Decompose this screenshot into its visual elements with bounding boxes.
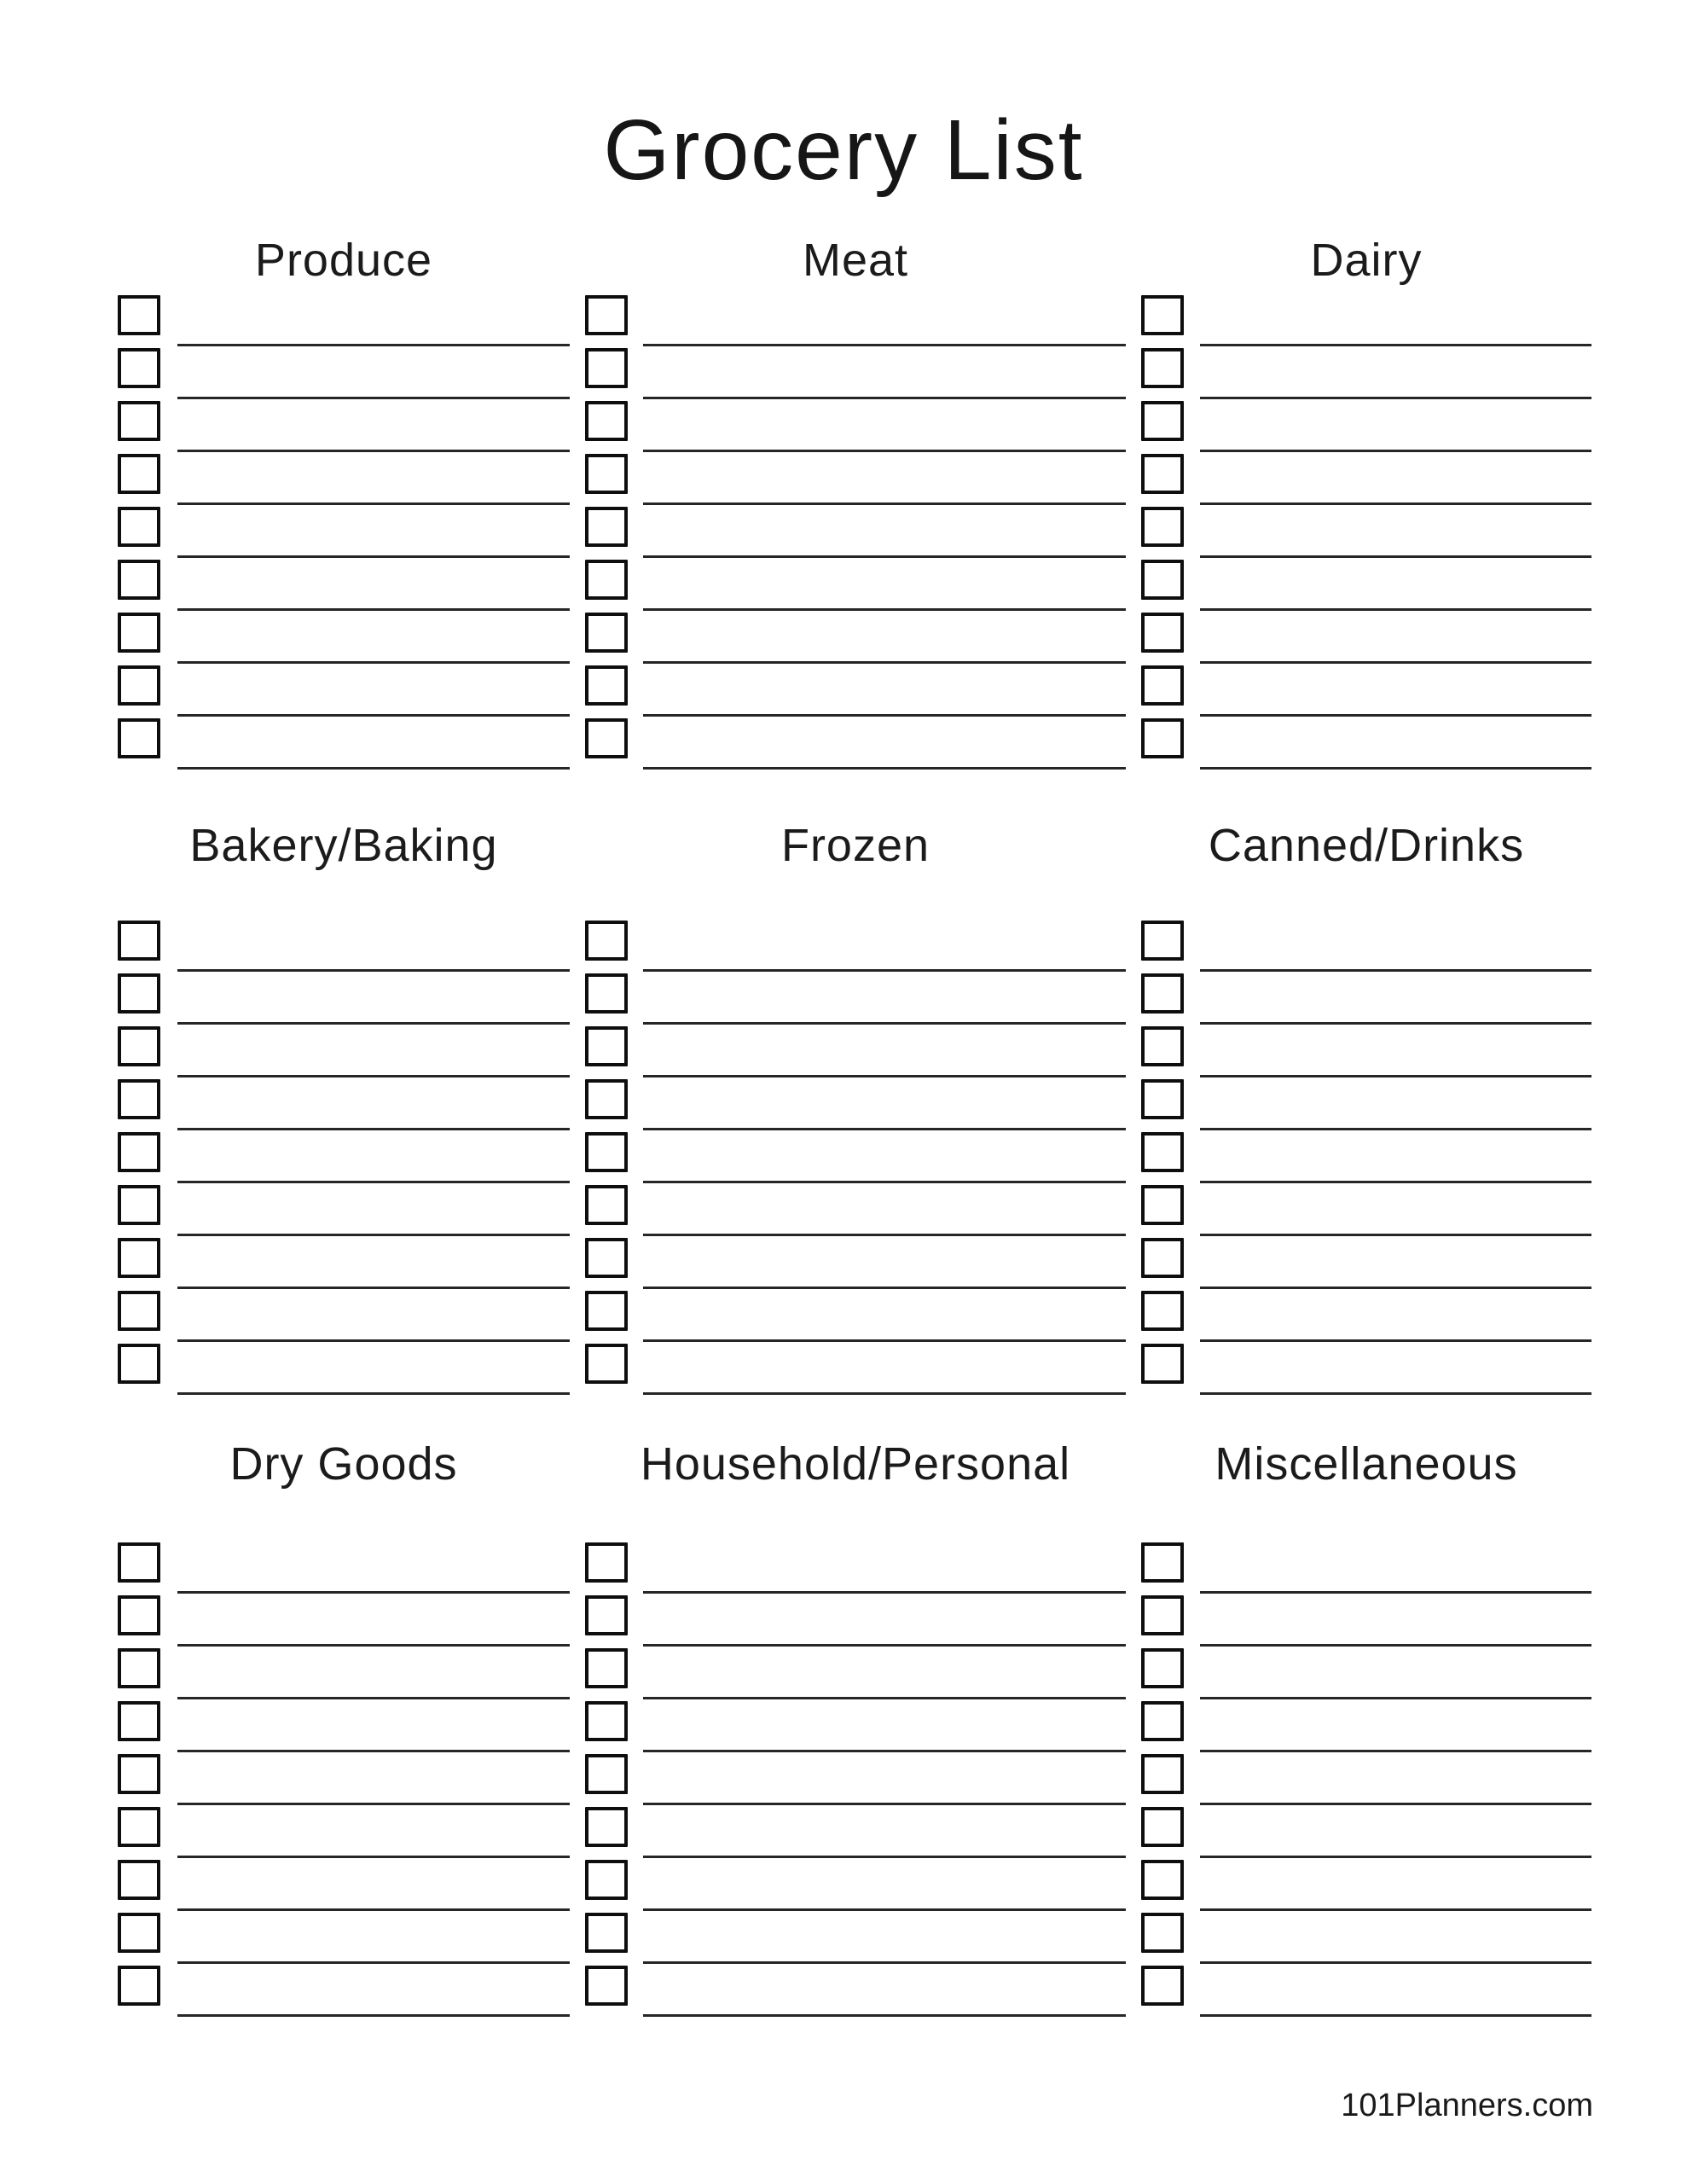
list-item-row: [118, 1913, 570, 1966]
item-write-line[interactable]: [177, 1803, 570, 1805]
list-item-row: [585, 718, 1126, 771]
item-write-line[interactable]: [643, 1392, 1126, 1395]
list-item-row: [118, 665, 570, 718]
list-item-row: [1141, 454, 1591, 507]
item-checkbox[interactable]: [118, 348, 160, 388]
item-checkbox[interactable]: [1141, 665, 1184, 706]
section-bakery-baking: [118, 818, 570, 1407]
item-checkbox[interactable]: [585, 348, 628, 388]
item-write-line[interactable]: [177, 767, 570, 770]
item-checkbox[interactable]: [1141, 1079, 1184, 1119]
item-write-line[interactable]: [643, 2014, 1126, 2017]
item-write-line[interactable]: [177, 502, 570, 505]
list-item-row: [585, 1595, 1126, 1648]
list-item-row: [118, 1595, 570, 1648]
list-item-row: [118, 1807, 570, 1860]
item-write-line[interactable]: [1200, 397, 1591, 399]
item-write-line[interactable]: [643, 1339, 1126, 1342]
item-write-line[interactable]: [177, 608, 570, 611]
list-item-row: [118, 348, 570, 401]
item-write-line[interactable]: [1200, 714, 1591, 717]
list-item-row: [585, 1026, 1126, 1079]
list-item-row: [585, 665, 1126, 718]
item-write-line[interactable]: [177, 1392, 570, 1395]
item-write-line[interactable]: [177, 1128, 570, 1130]
item-checkbox[interactable]: [585, 507, 628, 547]
section-miscellaneous: [1141, 1437, 1591, 2025]
item-checkbox[interactable]: [118, 1807, 160, 1847]
list-item-row: [118, 718, 570, 771]
item-write-line[interactable]: [643, 1856, 1126, 1858]
item-write-line[interactable]: [177, 397, 570, 399]
item-write-line[interactable]: [1200, 767, 1591, 770]
item-checkbox[interactable]: [585, 1807, 628, 1847]
item-checkbox[interactable]: [585, 1026, 628, 1066]
list-item-row: [1141, 718, 1591, 771]
item-write-line[interactable]: [1200, 969, 1591, 972]
list-item-row: [1141, 507, 1591, 560]
item-checkbox[interactable]: [1141, 1344, 1184, 1384]
list-item-row: [118, 1542, 570, 1595]
list-item-row: [1141, 1701, 1591, 1754]
item-checkbox[interactable]: [585, 454, 628, 494]
item-checkbox[interactable]: [585, 718, 628, 758]
item-checkbox[interactable]: [585, 1754, 628, 1794]
item-write-line[interactable]: [177, 1075, 570, 1077]
list-item-row: [1141, 1754, 1591, 1807]
item-write-line[interactable]: [643, 1022, 1126, 1025]
list-item-row: [1141, 1595, 1591, 1648]
item-write-line[interactable]: [1200, 1128, 1591, 1130]
item-checkbox[interactable]: [1141, 1542, 1184, 1583]
section-frozen: [585, 818, 1126, 1407]
item-checkbox[interactable]: [585, 1648, 628, 1688]
item-checkbox[interactable]: [118, 1132, 160, 1172]
list-item-row: [1141, 921, 1591, 973]
list-item-row: [585, 973, 1126, 1026]
item-checkbox[interactable]: [585, 1701, 628, 1741]
list-item-row: [118, 401, 570, 454]
list-item-row: [1141, 665, 1591, 718]
item-checkbox[interactable]: [585, 1542, 628, 1583]
item-write-line[interactable]: [643, 502, 1126, 505]
section-dairy: [1141, 233, 1591, 822]
item-checkbox[interactable]: [1141, 454, 1184, 494]
item-write-line[interactable]: [1200, 1287, 1591, 1289]
item-checkbox[interactable]: [118, 1026, 160, 1066]
item-checkbox[interactable]: [585, 665, 628, 706]
item-write-line[interactable]: [643, 1697, 1126, 1699]
item-checkbox[interactable]: [118, 921, 160, 961]
item-write-line[interactable]: [1200, 1022, 1591, 1025]
item-checkbox[interactable]: [1141, 1648, 1184, 1688]
list-item-row: [585, 1701, 1126, 1754]
list-item-row: [1141, 973, 1591, 1026]
item-checkbox[interactable]: [118, 1648, 160, 1688]
item-write-line[interactable]: [177, 1234, 570, 1236]
section-title: Miscellaneous: [1215, 1438, 1518, 1490]
list-item-row: [585, 1185, 1126, 1238]
list-item-row: [1141, 1860, 1591, 1913]
item-write-line[interactable]: [1200, 1856, 1591, 1858]
list-item-row: [118, 454, 570, 507]
list-item-row: [1141, 1913, 1591, 1966]
item-write-line[interactable]: [177, 1591, 570, 1594]
list-item-row: [118, 1079, 570, 1132]
section-title: Meat: [802, 235, 909, 286]
item-write-line[interactable]: [643, 714, 1126, 717]
list-item-row: [585, 1291, 1126, 1344]
item-write-line[interactable]: [1200, 1591, 1591, 1594]
item-write-line[interactable]: [177, 1908, 570, 1911]
item-checkbox[interactable]: [118, 973, 160, 1014]
list-item-row: [585, 1754, 1126, 1807]
list-item-row: [585, 1542, 1126, 1595]
item-write-line[interactable]: [1200, 502, 1591, 505]
section-produce: [118, 233, 570, 822]
item-write-line[interactable]: [177, 2014, 570, 2017]
list-item-row: [585, 1648, 1126, 1701]
item-checkbox[interactable]: [585, 1185, 628, 1225]
item-write-line[interactable]: [643, 555, 1126, 558]
list-item-row: [1141, 1185, 1591, 1238]
item-write-line[interactable]: [177, 1181, 570, 1183]
item-checkbox[interactable]: [585, 1344, 628, 1384]
list-item-row: [118, 1238, 570, 1291]
item-checkbox[interactable]: [118, 1542, 160, 1583]
list-item-row: [118, 1966, 570, 2018]
item-write-line[interactable]: [177, 1644, 570, 1647]
page-title: Grocery List: [603, 102, 1084, 198]
item-checkbox[interactable]: [118, 507, 160, 547]
item-write-line[interactable]: [1200, 555, 1591, 558]
item-write-line[interactable]: [1200, 1908, 1591, 1911]
section-title: Canned/Drinks: [1208, 820, 1525, 871]
section-title: Dairy: [1310, 235, 1423, 286]
item-write-line[interactable]: [1200, 661, 1591, 664]
list-item-row: [1141, 1079, 1591, 1132]
section-title: Frozen: [780, 820, 930, 871]
section-title: Dry Goods: [229, 1438, 458, 1490]
list-item-row: [1141, 1026, 1591, 1079]
item-write-line[interactable]: [643, 1961, 1126, 1964]
list-item-row: [585, 1860, 1126, 1913]
item-checkbox[interactable]: [118, 1913, 160, 1953]
list-item-row: [1141, 295, 1591, 348]
list-item-row: [1141, 613, 1591, 665]
item-checkbox[interactable]: [1141, 1132, 1184, 1172]
list-item-row: [118, 560, 570, 613]
item-write-line[interactable]: [643, 1908, 1126, 1911]
list-item-row: [1141, 1132, 1591, 1185]
item-write-line[interactable]: [1200, 1392, 1591, 1395]
section-household-personal: [585, 1437, 1126, 2025]
list-item-row: [1141, 401, 1591, 454]
item-write-line[interactable]: [643, 1181, 1126, 1183]
item-checkbox[interactable]: [1141, 973, 1184, 1014]
item-checkbox[interactable]: [585, 973, 628, 1014]
item-write-line[interactable]: [1200, 608, 1591, 611]
item-checkbox[interactable]: [118, 1754, 160, 1794]
section-band-1: [0, 233, 1687, 822]
item-checkbox[interactable]: [118, 1344, 160, 1384]
list-item-row: [1141, 1291, 1591, 1344]
item-checkbox[interactable]: [118, 1291, 160, 1331]
list-item-row: [585, 1132, 1126, 1185]
item-write-line[interactable]: [643, 1075, 1126, 1077]
list-item-row: [118, 1291, 570, 1344]
item-write-line[interactable]: [1200, 1075, 1591, 1077]
item-checkbox[interactable]: [585, 921, 628, 961]
item-checkbox[interactable]: [585, 1966, 628, 2006]
item-checkbox[interactable]: [1141, 1238, 1184, 1278]
item-write-line[interactable]: [643, 661, 1126, 664]
item-write-line[interactable]: [1200, 1697, 1591, 1699]
item-checkbox[interactable]: [118, 613, 160, 653]
item-write-line[interactable]: [1200, 1750, 1591, 1752]
item-checkbox[interactable]: [585, 1079, 628, 1119]
section-band-2: [0, 818, 1687, 1407]
item-checkbox[interactable]: [585, 1132, 628, 1172]
item-checkbox[interactable]: [1141, 1026, 1184, 1066]
list-item-row: [585, 613, 1126, 665]
item-write-line[interactable]: [177, 344, 570, 346]
item-write-line[interactable]: [177, 1287, 570, 1289]
list-item-row: [118, 1860, 570, 1913]
item-checkbox[interactable]: [1141, 921, 1184, 961]
item-checkbox[interactable]: [585, 1913, 628, 1953]
item-checkbox[interactable]: [1141, 295, 1184, 335]
list-item-row: [118, 613, 570, 665]
item-write-line[interactable]: [1200, 2014, 1591, 2017]
item-checkbox[interactable]: [118, 560, 160, 600]
list-item-row: [118, 1344, 570, 1397]
item-write-line[interactable]: [177, 714, 570, 717]
list-item-row: [585, 295, 1126, 348]
item-write-line[interactable]: [643, 397, 1126, 399]
list-item-row: [1141, 1542, 1591, 1595]
item-checkbox[interactable]: [585, 295, 628, 335]
item-checkbox[interactable]: [1141, 1860, 1184, 1900]
item-write-line[interactable]: [177, 450, 570, 452]
list-item-row: [585, 348, 1126, 401]
list-item-row: [585, 560, 1126, 613]
item-write-line[interactable]: [177, 1697, 570, 1699]
item-checkbox[interactable]: [118, 1701, 160, 1741]
item-write-line[interactable]: [643, 1803, 1126, 1805]
item-checkbox[interactable]: [585, 401, 628, 441]
list-item-row: [118, 1132, 570, 1185]
list-item-row: [1141, 1238, 1591, 1291]
section-title: Household/Personal: [640, 1438, 1071, 1490]
item-checkbox[interactable]: [1141, 1291, 1184, 1331]
item-write-line[interactable]: [643, 969, 1126, 972]
item-write-line[interactable]: [177, 969, 570, 972]
item-checkbox[interactable]: [1141, 1701, 1184, 1741]
item-checkbox[interactable]: [118, 1595, 160, 1635]
list-item-row: [1141, 1344, 1591, 1397]
item-checkbox[interactable]: [118, 718, 160, 758]
item-checkbox[interactable]: [118, 454, 160, 494]
item-checkbox[interactable]: [1141, 348, 1184, 388]
item-checkbox[interactable]: [585, 1860, 628, 1900]
list-item-row: [118, 1754, 570, 1807]
item-write-line[interactable]: [177, 1961, 570, 1964]
item-checkbox[interactable]: [1141, 507, 1184, 547]
item-checkbox[interactable]: [1141, 1913, 1184, 1953]
section-canned-drinks: [1141, 818, 1591, 1407]
item-write-line[interactable]: [643, 344, 1126, 346]
item-checkbox[interactable]: [1141, 613, 1184, 653]
list-item-row: [585, 1807, 1126, 1860]
list-item-row: [585, 1238, 1126, 1291]
item-write-line[interactable]: [177, 661, 570, 664]
list-item-row: [1141, 348, 1591, 401]
item-write-line[interactable]: [643, 1750, 1126, 1752]
list-item-row: [585, 921, 1126, 973]
list-item-row: [1141, 560, 1591, 613]
list-item-row: [585, 401, 1126, 454]
item-checkbox[interactable]: [118, 1860, 160, 1900]
item-write-line[interactable]: [177, 555, 570, 558]
list-item-row: [585, 1966, 1126, 2018]
list-item-row: [1141, 1648, 1591, 1701]
item-checkbox[interactable]: [1141, 1754, 1184, 1794]
item-checkbox[interactable]: [1141, 1966, 1184, 2006]
item-checkbox[interactable]: [1141, 1595, 1184, 1635]
list-item-row: [118, 1026, 570, 1079]
item-checkbox[interactable]: [585, 1291, 628, 1331]
list-item-row: [118, 1648, 570, 1701]
item-checkbox[interactable]: [118, 401, 160, 441]
list-item-row: [118, 1185, 570, 1238]
item-write-line[interactable]: [177, 1856, 570, 1858]
item-checkbox[interactable]: [118, 1966, 160, 2006]
item-checkbox[interactable]: [585, 1595, 628, 1635]
item-write-line[interactable]: [1200, 1234, 1591, 1236]
list-item-row: [585, 1913, 1126, 1966]
list-item-row: [118, 973, 570, 1026]
section-band-3: [0, 1437, 1687, 2025]
item-write-line[interactable]: [1200, 1803, 1591, 1805]
list-item-row: [118, 1701, 570, 1754]
item-checkbox[interactable]: [1141, 718, 1184, 758]
item-checkbox[interactable]: [1141, 401, 1184, 441]
section-meat: [585, 233, 1126, 822]
item-write-line[interactable]: [643, 767, 1126, 770]
list-item-row: [585, 1079, 1126, 1132]
item-checkbox[interactable]: [118, 295, 160, 335]
item-write-line[interactable]: [643, 1644, 1126, 1647]
item-checkbox[interactable]: [1141, 1185, 1184, 1225]
footer-brand: 101Planners.com: [1341, 2088, 1593, 2123]
list-item-row: [585, 454, 1126, 507]
list-item-row: [585, 507, 1126, 560]
item-write-line[interactable]: [1200, 344, 1591, 346]
item-checkbox[interactable]: [1141, 1807, 1184, 1847]
item-checkbox[interactable]: [1141, 560, 1184, 600]
item-checkbox[interactable]: [118, 665, 160, 706]
item-write-line[interactable]: [643, 450, 1126, 452]
item-checkbox[interactable]: [585, 613, 628, 653]
item-write-line[interactable]: [1200, 1181, 1591, 1183]
item-write-line[interactable]: [177, 1339, 570, 1342]
list-item-row: [118, 921, 570, 973]
list-item-row: [118, 507, 570, 560]
item-checkbox[interactable]: [585, 560, 628, 600]
list-item-row: [1141, 1807, 1591, 1860]
item-checkbox[interactable]: [585, 1238, 628, 1278]
item-checkbox[interactable]: [118, 1238, 160, 1278]
list-item-row: [118, 295, 570, 348]
item-write-line[interactable]: [643, 1128, 1126, 1130]
list-item-row: [585, 1344, 1126, 1397]
item-write-line[interactable]: [643, 1287, 1126, 1289]
item-write-line[interactable]: [1200, 1644, 1591, 1647]
item-checkbox[interactable]: [118, 1079, 160, 1119]
item-write-line[interactable]: [643, 1591, 1126, 1594]
item-write-line[interactable]: [1200, 1339, 1591, 1342]
item-write-line[interactable]: [643, 1234, 1126, 1236]
section-dry-goods: [118, 1437, 570, 2025]
item-write-line[interactable]: [1200, 1961, 1591, 1964]
item-write-line[interactable]: [177, 1750, 570, 1752]
item-write-line[interactable]: [177, 1022, 570, 1025]
list-item-row: [1141, 1966, 1591, 2018]
section-title: Produce: [254, 235, 433, 286]
section-title: Bakery/Baking: [189, 820, 498, 871]
item-write-line[interactable]: [643, 608, 1126, 611]
item-write-line[interactable]: [1200, 450, 1591, 452]
item-checkbox[interactable]: [118, 1185, 160, 1225]
